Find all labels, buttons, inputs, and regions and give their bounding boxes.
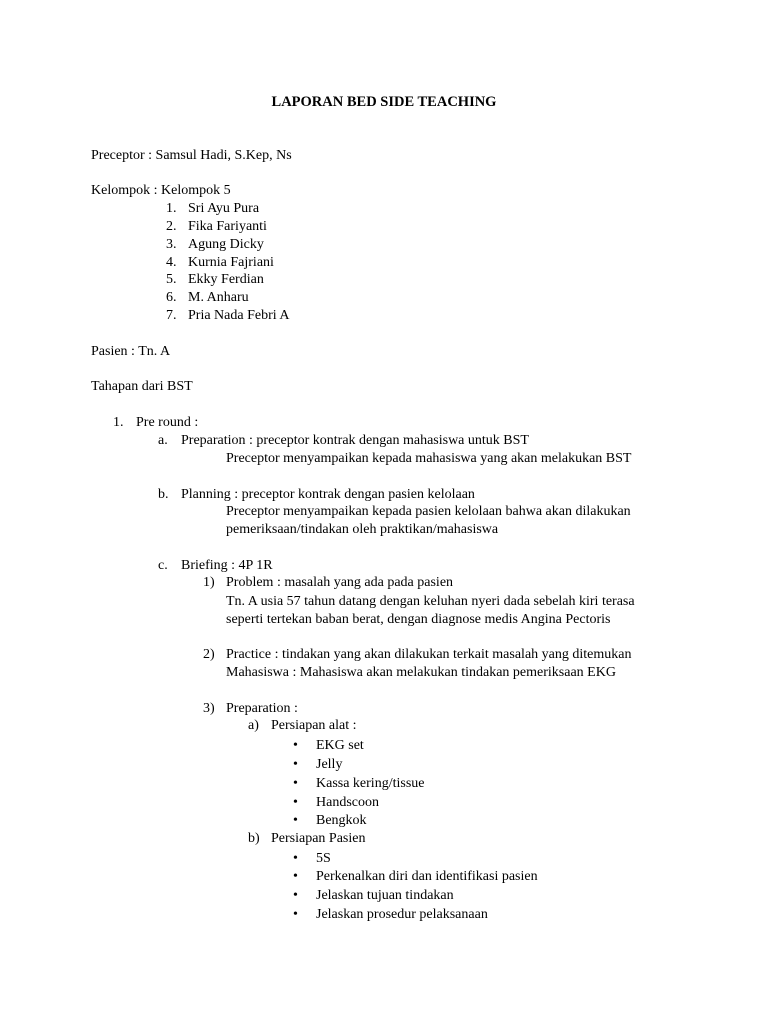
member-number: 4.	[166, 255, 177, 270]
sub-label: Persiapan Pasien	[271, 831, 366, 846]
step-number: 1.	[113, 415, 124, 430]
bullet-item: Kassa kering/tissue	[316, 776, 425, 791]
member-name: Sri Ayu Pura	[188, 201, 260, 216]
bullet-item: Perkenalkan diri dan identifikasi pasien	[316, 869, 538, 884]
bullet-item: Jelly	[316, 757, 343, 772]
member-number: 2.	[166, 219, 177, 234]
bullet-icon: •	[293, 757, 298, 772]
item-text: Mahasiswa : Mahasiswa akan melakukan tindakan pemeriksaan EKG	[226, 665, 616, 680]
preceptor-line: Preceptor : Samsul Hadi, S.Kep, Ns	[91, 148, 292, 163]
bullet-icon: •	[293, 795, 298, 810]
member-name: Kurnia Fajriani	[188, 255, 274, 270]
pasien-line: Pasien : Tn. A	[91, 344, 171, 359]
step-label: Pre round :	[136, 415, 199, 430]
member-name: Agung Dicky	[188, 237, 264, 252]
section-letter: b.	[158, 487, 169, 502]
bullet-icon: •	[293, 907, 298, 922]
section-label: Planning : preceptor kontrak dengan pasien kelolaan	[181, 487, 475, 502]
section-description: pemeriksaan/tindakan oleh praktikan/mahasiswa	[226, 522, 499, 537]
document-title: LAPORAN BED SIDE TEACHING	[271, 94, 497, 110]
member-number: 3.	[166, 237, 177, 252]
bullet-icon: •	[293, 888, 298, 903]
bullet-icon: •	[293, 813, 298, 828]
sub-letter: b)	[248, 831, 260, 846]
item-number: 1)	[203, 575, 215, 590]
bullet-item: Jelaskan prosedur pelaksanaan	[316, 907, 488, 922]
member-name: Pria Nada Febri A	[188, 308, 290, 323]
item-number: 3)	[203, 701, 215, 716]
bullet-icon: •	[293, 869, 298, 884]
bullet-item: EKG set	[316, 738, 364, 753]
member-name: Ekky Ferdian	[188, 272, 264, 287]
bullet-item: Bengkok	[316, 813, 367, 828]
section-label: Preparation : preceptor kontrak dengan mahasiswa untuk BST	[181, 433, 529, 448]
member-name: Fika Fariyanti	[188, 219, 267, 234]
sub-letter: a)	[248, 718, 259, 733]
item-number: 2)	[203, 647, 215, 662]
member-number: 7.	[166, 308, 177, 323]
section-description: Preceptor menyampaikan kepada pasien kelolaan bahwa akan dilakukan	[226, 504, 631, 519]
bullet-icon: •	[293, 851, 298, 866]
tahapan-heading: Tahapan dari BST	[91, 379, 193, 394]
item-text: Tn. A usia 57 tahun datang dengan keluhan nyeri dada sebelah kiri terasa	[226, 594, 635, 609]
bullet-item: Jelaskan tujuan tindakan	[316, 888, 454, 903]
sub-label: Persiapan alat :	[271, 718, 357, 733]
item-label: Preparation :	[226, 701, 298, 716]
bullet-icon: •	[293, 738, 298, 753]
member-number: 1.	[166, 201, 177, 216]
section-letter: a.	[158, 433, 168, 448]
section-description: Preceptor menyampaikan kepada mahasiswa yang akan melakukan BST	[226, 451, 632, 466]
item-label: Practice : tindakan yang akan dilakukan terkait masalah yang ditemukan	[226, 647, 632, 662]
bullet-icon: •	[293, 776, 298, 791]
item-text: seperti tertekan baban berat, dengan diagnose medis Angina Pectoris	[226, 612, 611, 627]
kelompok-line: Kelompok : Kelompok 5	[91, 183, 231, 198]
member-number: 6.	[166, 290, 177, 305]
section-letter: c.	[158, 558, 168, 573]
member-name: M. Anharu	[188, 290, 249, 305]
item-label: Problem : masalah yang ada pada pasien	[226, 575, 454, 590]
member-number: 5.	[166, 272, 177, 287]
section-label: Briefing : 4P 1R	[181, 558, 273, 573]
bullet-item: 5S	[316, 851, 331, 866]
bullet-item: Handscoon	[316, 795, 379, 810]
